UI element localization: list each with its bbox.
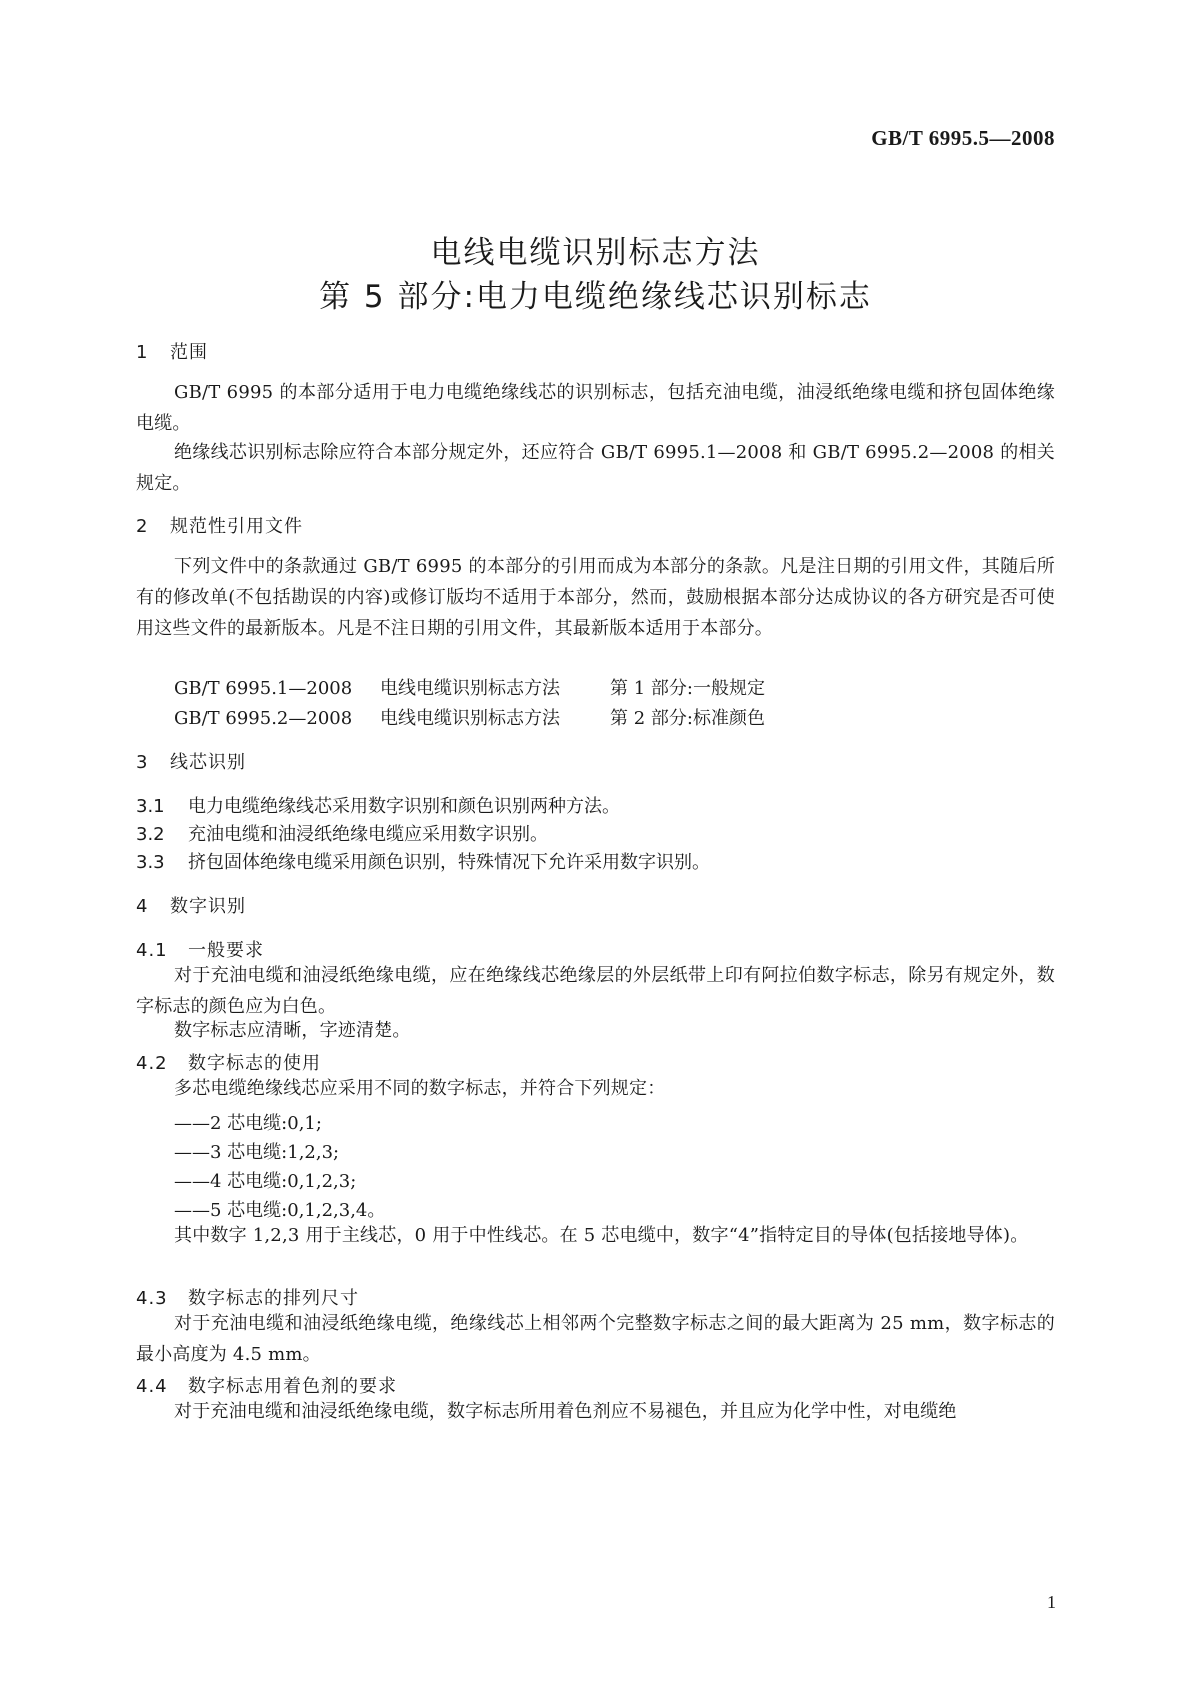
- paragraph: 对于充油电缆和油浸纸绝缘电缆，绝缘线芯上相邻两个完整数字标志之间的最大距离为 25 mm，数字标志的最小高度为 4.5 mm。: [136, 1313, 1055, 1365]
- section-title: 范围: [170, 342, 208, 363]
- clause-number: 3.2: [136, 824, 165, 845]
- clause-number: 4.2: [136, 1053, 168, 1074]
- reference-code: GB/T 6995.1—2008: [174, 678, 353, 699]
- clause: [136, 792, 620, 818]
- paragraph: 其中数字 1,2,3 用于主线芯，0 用于中性线芯。在 5 芯电缆中，数字“4”指特定目的导体(包括接地导体)。: [174, 1225, 1029, 1246]
- clause-number: 4.4: [136, 1376, 168, 1397]
- clause-number: 4.1: [136, 940, 168, 961]
- clause-4-1-heading: [136, 936, 264, 962]
- list-item: ——4 芯电缆:0,1,2,3;: [174, 1171, 357, 1192]
- reference-code: GB/T 6995.2—2008: [174, 708, 353, 729]
- standard-code: GB/T 6995.5—2008: [871, 126, 1055, 150]
- section-title: 线芯识别: [170, 752, 246, 773]
- document-title-line2: 第 5 部分:电力电缆绝缘线芯识别标志: [319, 279, 872, 315]
- clause-number: 3.1: [136, 796, 165, 817]
- paragraph: GB/T 6995 的本部分适用于电力电缆绝缘线芯的识别标志，包括充油电缆，油浸纸绝缘电缆和挤包固体绝缘电缆。: [136, 382, 1055, 434]
- clause-title: 一般要求: [188, 940, 264, 961]
- normative-reference: [174, 674, 765, 700]
- clause-text: 挤包固体绝缘电缆采用颜色识别，特殊情况下允许采用数字识别。: [188, 852, 710, 873]
- clause-text: 充油电缆和油浸纸绝缘电缆应采用数字识别。: [188, 824, 548, 845]
- reference-title: 电线电缆识别标志方法: [380, 678, 560, 699]
- section-number: 3: [136, 752, 149, 773]
- section-number: 4: [136, 896, 149, 917]
- paragraph: 数字标志应清晰，字迹清楚。: [174, 1020, 411, 1041]
- clause: [136, 820, 548, 846]
- page-number: 1: [1047, 1592, 1056, 1612]
- paragraph: 对于充油电缆和油浸纸绝缘电缆，应在绝缘线芯绝缘层的外层纸带上印有阿拉伯数字标志，除另有规定外，数字标志的颜色应为白色。: [136, 965, 1055, 1017]
- clause-number: 3.3: [136, 852, 165, 873]
- list-item: ——3 芯电缆:1,2,3;: [174, 1142, 340, 1163]
- clause-title: 数字标志的排列尺寸: [188, 1288, 359, 1309]
- section-2-heading: [136, 512, 303, 538]
- section-title: 数字识别: [170, 896, 246, 917]
- clause-4-3-heading: [136, 1284, 359, 1310]
- paragraph: 多芯电缆绝缘线芯应采用不同的数字标志，并符合下列规定：: [174, 1078, 666, 1099]
- reference-part: 第 2 部分:标准颜色: [610, 708, 765, 729]
- list-item: ——2 芯电缆:0,1;: [174, 1113, 322, 1134]
- reference-part: 第 1 部分:一般规定: [610, 678, 765, 699]
- section-3-heading: [136, 748, 246, 774]
- paragraph: 下列文件中的条款通过 GB/T 6995 的本部分的引用而成为本部分的条款。凡是注日期的引用文件，其随后所有的修改单(不包括勘误的内容)或修订版均不适用于本部分，然而，鼓励根据本部分达成协议的各方研究是否可使用这些文件的最新版本。凡是不注日期的引用文件，其最新版本适用于本部分。: [136, 556, 1055, 639]
- normative-reference: [174, 704, 765, 730]
- section-4-heading: [136, 892, 246, 918]
- clause-title: 数字标志用着色剂的要求: [188, 1376, 397, 1397]
- clause-4-4-heading: [136, 1372, 397, 1398]
- section-number: 1: [136, 342, 149, 363]
- clause-title: 数字标志的使用: [188, 1053, 321, 1074]
- document-title-line1: 电线电缆识别标志方法: [430, 235, 761, 271]
- section-number: 2: [136, 516, 149, 537]
- clause: [136, 848, 710, 874]
- clause-number: 4.3: [136, 1288, 168, 1309]
- reference-title: 电线电缆识别标志方法: [380, 708, 560, 729]
- clause-4-2-heading: [136, 1049, 321, 1075]
- list-item: ——5 芯电缆:0,1,2,3,4。: [174, 1200, 386, 1221]
- clause-text: 电力电缆绝缘线芯采用数字识别和颜色识别两种方法。: [188, 796, 620, 817]
- paragraph: 绝缘线芯识别标志除应符合本部分规定外，还应符合 GB/T 6995.1—2008 和 GB/T 6995.2—2008 的相关规定。: [136, 442, 1055, 494]
- section-title: 规范性引用文件: [170, 516, 303, 537]
- paragraph: 对于充油电缆和油浸纸绝缘电缆，数字标志所用着色剂应不易褪色，并且应为化学中性，对电缆绝: [174, 1401, 957, 1422]
- section-1-heading: [136, 338, 208, 364]
